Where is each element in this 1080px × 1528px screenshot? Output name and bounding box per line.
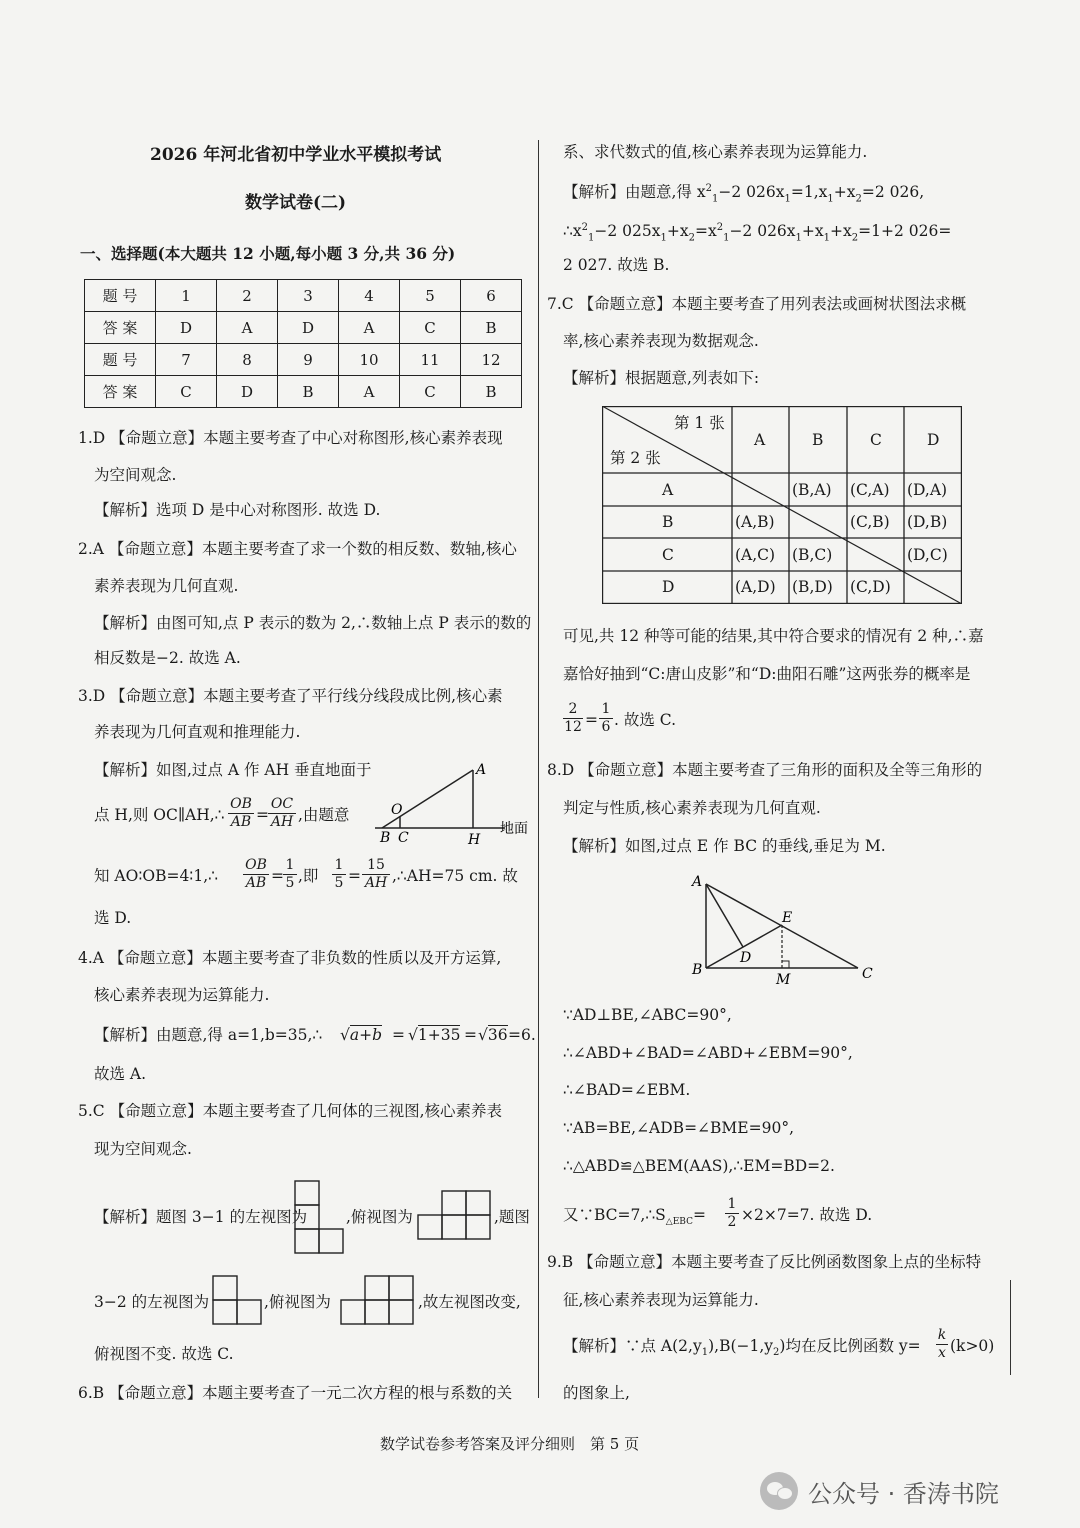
fraction: OB AB — [243, 857, 269, 892]
point-label: A — [476, 762, 487, 778]
fraction: 1 6 — [599, 701, 613, 736]
fraction: 15 AH — [362, 857, 390, 892]
q3-line: 3.D 【命题立意】本题主要考查了平行线分线段成比例,核心素 — [78, 687, 503, 705]
q9-line: 9.B 【命题立意】本题主要考查了反比例函数图象上点的坐标特 — [547, 1253, 982, 1271]
corner-top-label: 第 1 张 — [674, 414, 725, 432]
q5-line: 5.C 【命题立意】本题主要考查了几何体的三视图,核心素养表 — [78, 1102, 503, 1120]
point-label: H — [468, 832, 481, 848]
column-divider-right — [1010, 1280, 1011, 1375]
point-label: M — [776, 972, 791, 988]
row-header: D — [662, 578, 675, 596]
left-view-3-1 — [294, 1180, 346, 1256]
q1-line: 1.D 【命题立意】本题主要考查了中心对称图形,核心素养表现 — [78, 429, 503, 447]
q7-line: 7.C 【命题立意】本题主要考查了用列表法或画树状图法求概 — [547, 295, 967, 313]
row-header: B — [662, 513, 674, 531]
top-view-3-2 — [340, 1275, 418, 1327]
watermark — [760, 1472, 999, 1510]
q8-analysis: 【解析】如图,过点 E 作 BC 的垂线,垂足为 M. — [563, 837, 886, 855]
q2-analysis: 相反数是−2. 故选 A. — [94, 649, 241, 667]
row-header: A — [662, 481, 674, 499]
table-cell: (B,A) — [792, 481, 832, 499]
column-divider — [538, 140, 539, 1398]
section-heading: 一、选择题(本大题共 12 小题,每小题 3 分,共 36 分) — [80, 244, 456, 263]
col-header: D — [927, 431, 940, 449]
q5-line: 现为空间观念. — [94, 1140, 192, 1158]
q8-analysis: ∴∠BAD=∠EBM. — [563, 1081, 691, 1099]
fraction: 2 12 — [564, 701, 582, 735]
answer-table-row: 答 案 C D B A C B — [85, 376, 522, 408]
q6-line: 6.B 【命题立意】本题主要考查了一元二次方程的根与系数的关 — [78, 1384, 513, 1402]
q3-analysis: 知 AO∶OB=4∶1,∴ — [94, 867, 218, 885]
corner-bottom-label: 第 2 张 — [610, 449, 661, 467]
q8-figure — [688, 870, 888, 990]
point-label: E — [782, 910, 793, 926]
q6-line: 系、求代数式的值,核心素养表现为运算能力. — [563, 143, 868, 161]
sqrt: √1+35 — [408, 1026, 461, 1044]
table-cell: (A,D) — [735, 578, 776, 596]
q9-line: 征,核心素养表现为运算能力. — [563, 1291, 759, 1309]
fraction: 1 2 — [725, 1196, 739, 1231]
q4-line: 4.A 【命题立意】本题主要考查了非负数的性质以及开方运算, — [78, 949, 502, 967]
q8-analysis: 又$\because BC=7,\therefore S_{\triangle EBC}=$ — [563, 1206, 706, 1228]
table-cell: (A,C) — [735, 546, 776, 564]
sqrt: √36 — [478, 1026, 508, 1044]
q6-analysis: 2 027. 故选 B. — [563, 256, 670, 274]
table-cell: (D,A) — [907, 481, 948, 499]
q4-line: 核心素养表现为运算能力. — [94, 986, 270, 1004]
q1-analysis: 【解析】选项 D 是中心对称图形. 故选 D. — [94, 501, 381, 519]
point-label: C — [398, 830, 409, 846]
watermark-text: 公众号 · 香涛书院 — [808, 1479, 999, 1508]
q4-analysis: 【解析】由题意,得 a=1,b=35,∴ — [94, 1026, 323, 1044]
q8-analysis: ∴△ABD≌△BEM(AAS),∴EM=BD=2. — [563, 1157, 835, 1175]
q3-analysis: 选 D. — [94, 909, 132, 927]
fraction: k x — [937, 1327, 947, 1361]
table-cell: (C,A) — [850, 481, 890, 499]
answer-table-row: 题 号 1 2 3 4 5 6 — [85, 280, 522, 312]
q5-analysis: 3−2 的左视图为 — [94, 1293, 210, 1311]
exam-title: 2026 年河北省初中学业水平模拟考试 — [150, 145, 442, 165]
sqrt: √a+b — [340, 1026, 383, 1044]
q9-analysis: 【解析】∵点 $A(2,y_1),B(-1,y_2)$均在反比例函数 y= — [563, 1337, 921, 1359]
table-cell: (C,D) — [850, 578, 891, 596]
q7-analysis: 嘉恰好抽到“C:唐山皮影”和“D:曲阳石雕”这两张券的概率是 — [563, 665, 971, 683]
q5-analysis: 俯视图不变. 故选 C. — [94, 1345, 234, 1363]
point-label: B — [380, 830, 391, 846]
fraction: 1 5 — [332, 857, 346, 892]
q1-line: 为空间观念. — [94, 466, 177, 484]
q3-analysis: 【解析】如图,过点 A 作 AH 垂直地面于 — [94, 761, 372, 779]
q5-analysis: 【解析】题图 3−1 的左视图为 — [94, 1208, 308, 1226]
q9-analysis: 的图象上, — [563, 1384, 630, 1402]
top-view-3-1 — [417, 1190, 495, 1242]
q4-analysis: 故选 A. — [94, 1065, 147, 1083]
q6-analysis: 【解析】由题意,得 $x^2_1-2$ $026x_1=1,x_1+x_2=2$ 026, — [563, 183, 925, 205]
row-header: C — [662, 546, 674, 564]
table-cell: (B,C) — [792, 546, 833, 564]
table-cell: (A,B) — [735, 513, 775, 531]
q8-line: 8.D 【命题立意】本题主要考查了三角形的面积及全等三角形的 — [547, 761, 983, 779]
table-cell: (D,B) — [907, 513, 948, 531]
point-label: D — [740, 950, 752, 966]
col-header: A — [754, 431, 766, 449]
q7-analysis: 可见,共 12 种等可能的结果,其中符合要求的情况有 2 种,∴嘉 — [563, 627, 984, 645]
q6-analysis: $\therefore x^2_1-2$ $025x_1+x_2=x^2_1-2$ $026x_1+x_1+x_2=1+2$ 026= — [563, 222, 952, 244]
q3-analysis: 点 H,则 OC∥AH,∴ — [94, 806, 225, 824]
q8-analysis: ∵AB=BE,∠ADB=∠BME=90°, — [563, 1119, 795, 1137]
ground-label: 地面 — [500, 821, 528, 837]
point-label: C — [862, 966, 873, 982]
q2-line: 2.A 【命题立意】本题主要考查了求一个数的相反数、数轴,核心 — [78, 540, 517, 558]
left-view-3-2 — [212, 1275, 264, 1327]
answer-table-row: 题 号 7 8 9 10 11 12 — [85, 344, 522, 376]
q3-figure — [360, 760, 535, 850]
fraction: 1 5 — [283, 857, 297, 892]
q8-line: 判定与性质,核心素养表现为几何直观. — [563, 799, 821, 817]
wechat-icon — [760, 1472, 798, 1510]
q7-analysis: 【解析】根据题意,列表如下: — [563, 369, 760, 387]
exam-subtitle: 数学试卷(二) — [245, 193, 347, 213]
answer-table-row: 答 案 D A D A C B — [85, 312, 522, 344]
q8-analysis: ∴∠ABD+∠BAD=∠ABD+∠EBM=90°, — [563, 1044, 853, 1062]
point-label: B — [692, 962, 703, 978]
col-header: C — [870, 431, 882, 449]
answer-table — [84, 279, 522, 408]
table-cell: (C,B) — [850, 513, 890, 531]
q8-analysis: ∵AD⊥BE,∠ABC=90°, — [563, 1006, 732, 1024]
q2-line: 素养表现为几何直观. — [94, 577, 239, 595]
point-label: O — [391, 802, 403, 818]
q7-line: 率,核心素养表现为数据观念. — [563, 332, 759, 350]
point-label: A — [692, 874, 703, 890]
q2-analysis: 【解析】由图可知,点 P 表示的数为 2,∴数轴上点 P 表示的数的 — [94, 614, 532, 632]
q3-line: 养表现为几何直观和推理能力. — [94, 723, 301, 741]
fraction: OB AB — [228, 796, 254, 831]
page-footer: 数学试卷参考答案及评分细则 第 5 页 — [380, 1435, 640, 1453]
col-header: B — [812, 431, 824, 449]
fraction: OC AH — [268, 796, 296, 831]
table-cell: (D,C) — [907, 546, 948, 564]
table-cell: (B,D) — [792, 578, 833, 596]
